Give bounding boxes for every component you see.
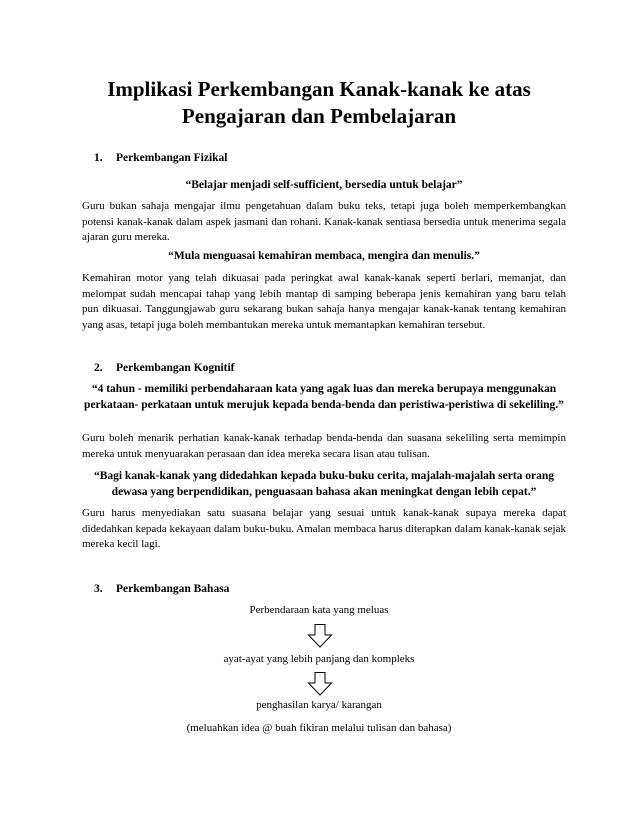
section-1-quote-2: “Mula menguasai kemahiran membaca, mengira dan menulis.” [168, 250, 480, 262]
section-2-paragraph-1: Guru boleh menarik perhatian kanak-kanak terhadap benda-benda dan suasana sekeliling serta memimpin mereka untuk menyuarakan perasaan dan idea mereka secara lisan atau tulisan. [82, 432, 566, 460]
flow-step-4: (meluahkan idea @ buah fikiran melalui tulisan dan bahasa) [186, 722, 452, 734]
title-line-1: Implikasi Perkembangan Kanak-kanak ke atas [107, 77, 531, 101]
flow-step-2: ayat-ayat yang lebih panjang dan kompleks [223, 653, 415, 665]
down-arrow-icon [307, 624, 333, 648]
section-3-title: Perkembangan Bahasa [116, 583, 230, 595]
down-arrow-icon [307, 672, 333, 696]
document-title [60, 76, 578, 130]
flow-step-3: penghasilan karya/ karangan [256, 699, 382, 711]
section-1-title: Perkembangan Fizikal [116, 152, 228, 164]
section-1-number: 1. [94, 152, 103, 164]
section-2-number: 2. [94, 362, 103, 374]
section-2-quote-2: “Bagi kanak-kanak yang didedahkan kepada buku-buku cerita, majalah-majalah serta orang dewasa yang berpendidikan, penguasaan bahasa akan meningkat dengan lebih cepat.” [93, 470, 555, 498]
section-2-title: Perkembangan Kognitif [116, 362, 235, 374]
flow-step-1: Perbendaraan kata yang meluas [249, 604, 389, 616]
section-1-paragraph-2: Kemahiran motor yang telah dikuasai pada peringkat awal kanak-kanak seperti berlari, memanjat, dan melompat sudah mencapai tahap yang lebih mantap di samping beberapa jenis kemahiran yang baru telah pun dikuasai. Tanggungjawab guru sekarang bukan sahaja hanya mengajar kanak-kanak tentang kemahiran yang asas, tetapi juga boleh membantukan mereka untuk memantapkan kemahiran tersebut. [82, 272, 566, 331]
section-1-quote-1: “Belajar menjadi self-sufficient, bersedia untuk belajar” [185, 179, 463, 191]
section-2-paragraph-2: Guru harus menyediakan satu suasana belajar yang sesuai untuk kanak-kanak supaya mereka dapat didedahkan kepada kekayaan dalam buku-buku. Amalan membaca harus diterapkan dalam kanak-kanak sejak mereka kecil lagi. [82, 507, 566, 550]
section-2-quote-1: “4 tahun - memiliki perbendaharaan kata yang agak luas dan mereka berupaya menggunakan perkataan- perkataan untuk merujuk kepada benda-benda dan peristiwa-peristiwa di sekeliling.” [84, 383, 564, 411]
section-1-paragraph-1: Guru bukan sahaja mengajar ilmu pengetahuan dalam buku teks, tetapi juga boleh memperkembangkan potensi kanak-kanak dalam aspek jasmani dan rohani. Kanak-kanak sentiasa bersedia untuk menerima segala ajaran guru mereka. [82, 200, 566, 243]
section-3-number: 3. [94, 583, 103, 595]
section-3-heading [94, 583, 229, 595]
section-2-heading [94, 362, 235, 374]
section-1-heading [94, 152, 228, 164]
title-line-2: Pengajaran dan Pembelajaran [181, 104, 457, 128]
